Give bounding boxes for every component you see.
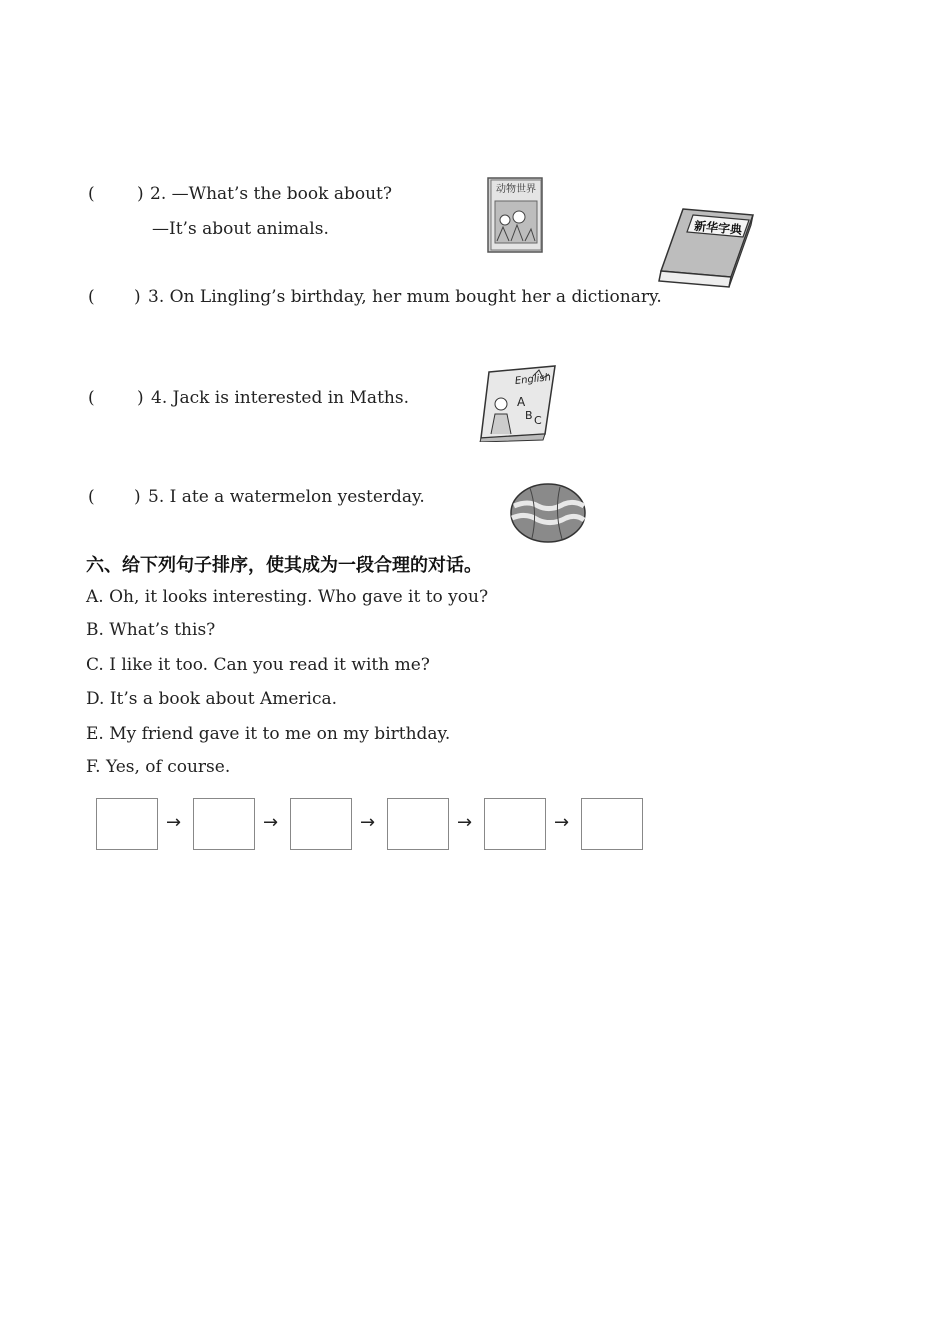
english-book-letter-a: A: [517, 395, 526, 409]
dictionary-picture: [653, 205, 758, 290]
dictionary-title: 新华字典: [693, 218, 743, 238]
option-e: E. My friend gave it to me on my birthday.: [86, 724, 451, 744]
q3-close-paren: ): [134, 287, 141, 307]
arrow-2: →: [263, 812, 279, 833]
option-b: B. What’s this?: [86, 620, 216, 640]
answer-box-1[interactable]: [96, 798, 158, 850]
answer-box-6[interactable]: [581, 798, 643, 850]
option-c: C. I like it too. Can you read it with me?: [86, 655, 430, 675]
arrow-3: →: [360, 812, 376, 833]
animal-book-picture: [485, 175, 545, 255]
english-book-title: English: [514, 372, 552, 387]
english-book-letter-b: B: [525, 409, 533, 422]
q3-open-paren: (: [88, 287, 95, 307]
q2-text: 2. —What’s the book about?: [150, 184, 392, 204]
answer-box-2[interactable]: [193, 798, 255, 850]
q4-open-paren: (: [88, 388, 95, 408]
q2-open-paren: (: [88, 184, 95, 204]
answer-box-5[interactable]: [484, 798, 546, 850]
option-a: A. Oh, it looks interesting. Who gave it to you?: [86, 587, 489, 607]
q5-close-paren: ): [134, 487, 141, 507]
animal-book-title: 动物世界: [496, 184, 536, 195]
arrow-1: →: [166, 812, 182, 833]
english-book-letter-c: C: [534, 414, 542, 427]
q5-open-paren: (: [88, 487, 95, 507]
q4-text: 4. Jack is interested in Maths.: [151, 388, 409, 408]
option-f: F. Yes, of course.: [86, 757, 231, 777]
answer-box-3[interactable]: [290, 798, 352, 850]
watermelon-picture: [508, 482, 588, 544]
arrow-5: →: [554, 812, 570, 833]
q2-close-paren: ): [137, 184, 144, 204]
english-book-picture: [477, 364, 559, 442]
section6-heading: 六、给下列句子排序，使其成为一段合理的对话。: [86, 555, 482, 576]
answer-box-4[interactable]: [387, 798, 449, 850]
q2-answer-line: —It’s about animals.: [152, 219, 329, 239]
q5-text: 5. I ate a watermelon yesterday.: [148, 487, 425, 507]
q4-close-paren: ): [137, 388, 144, 408]
option-d: D. It’s a book about America.: [86, 689, 338, 709]
q3-text: 3. On Lingling’s birthday, her mum bought her a dictionary.: [148, 287, 662, 307]
arrow-4: →: [457, 812, 473, 833]
